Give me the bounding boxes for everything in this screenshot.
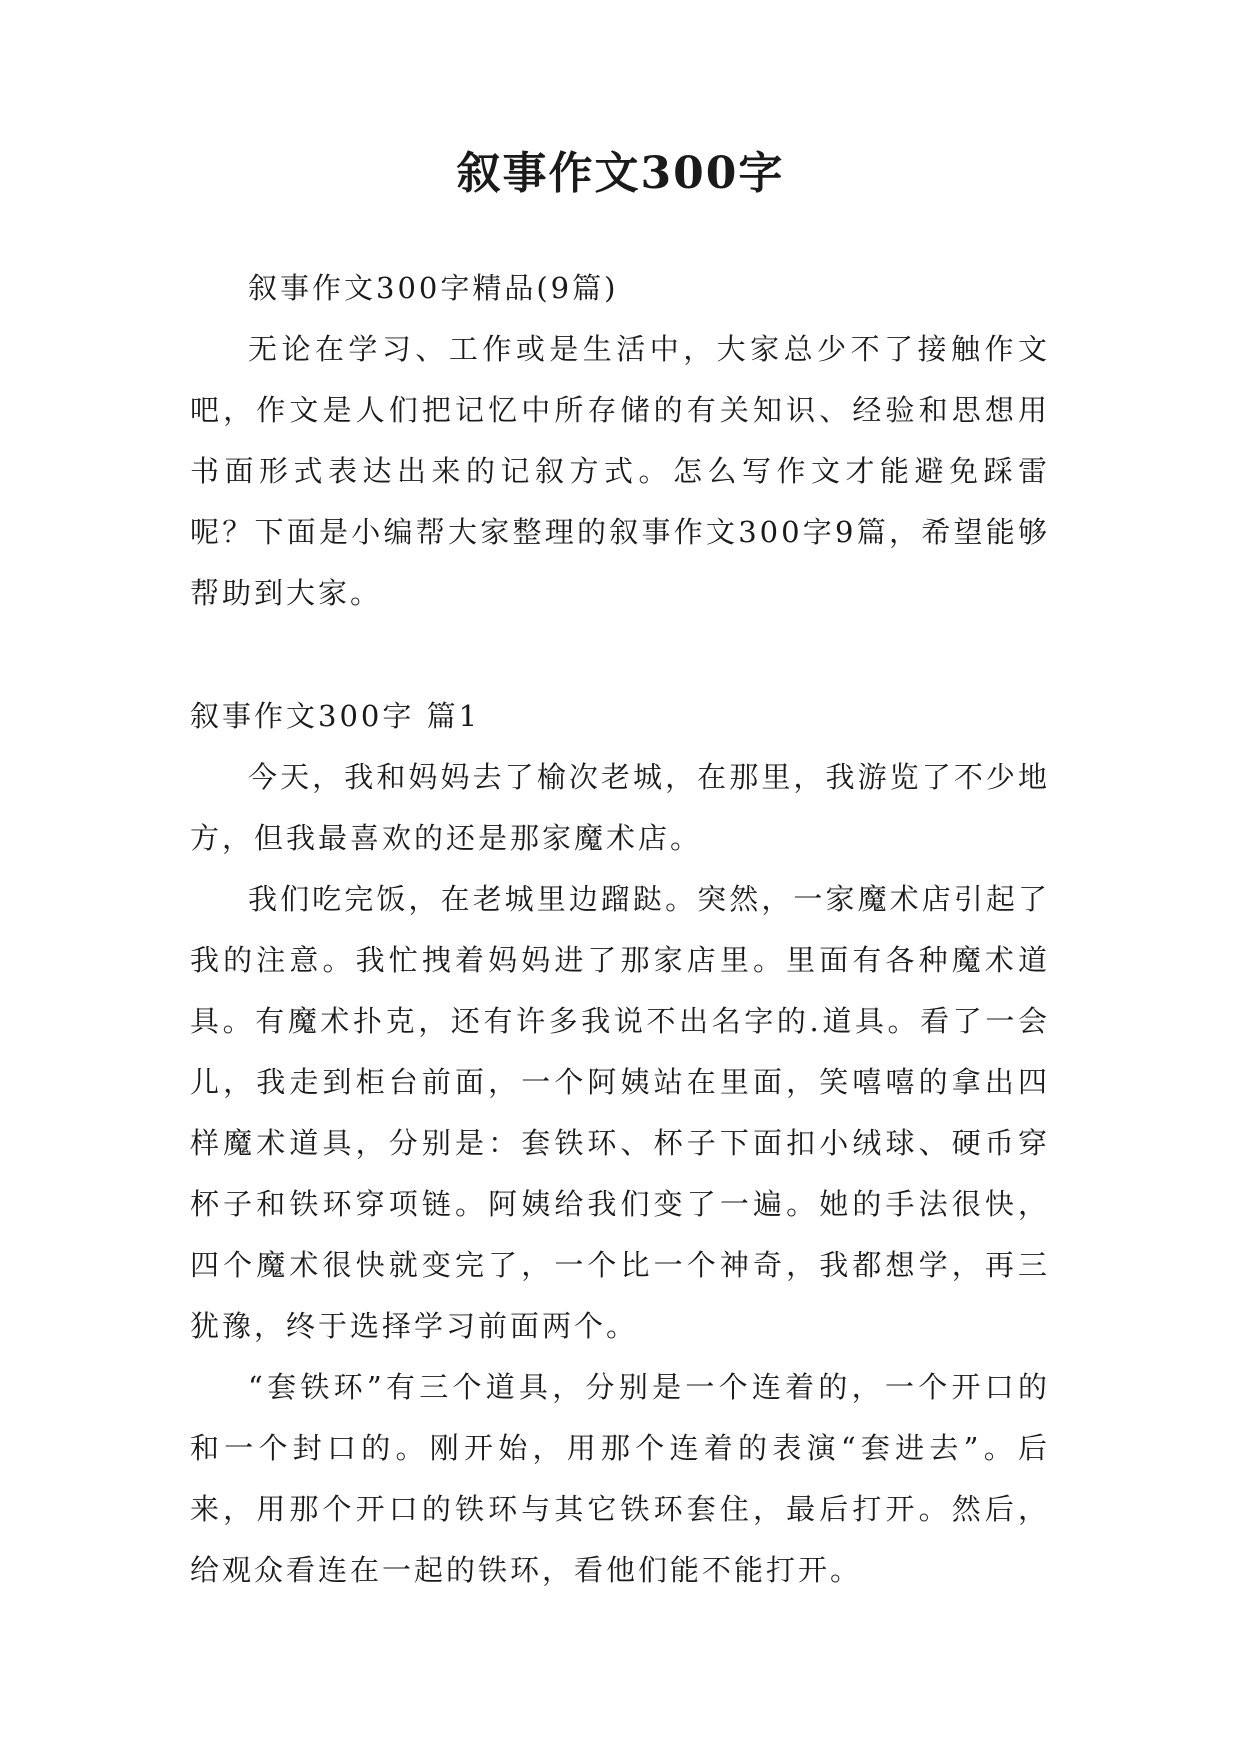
section-paragraph-1: 今天，我和妈妈去了榆次老城，在那里，我游览了不少地方，但我最喜欢的还是那家魔术店。 [190,760,1050,855]
document-body [190,258,1050,1601]
section-heading: 叙事作文300字 篇1 [190,699,481,733]
section-paragraph-2: 我们吃完饭，在老城里边蹓跶。突然，一家魔术店引起了我的注意。我忙拽着妈妈进了那家店里。里面有各种魔术道具。有魔术扑克，还有许多我说不出名字的.道具。看了一会儿，我走到柜台前面，一个阿姨站在里面，笑嘻嘻的拿出四样魔术道具，分别是：套铁环、杯子下面扣小绒球、硬币穿杯子和铁环穿项链。阿姨给我们变了一遍。她的手法很快，四个魔术很快就变完了，一个比一个神奇，我都想学，再三犹豫，终于选择学习前面两个。 [190,882,1050,1343]
intro-paragraph: 无论在学习、工作或是生活中，大家总少不了接触作文吧，作文是人们把记忆中所存储的有关知识、经验和思想用书面形式表达出来的记叙方式。怎么写作文才能避免踩雷呢？下面是小编帮大家整理的叙事作文300字9篇，希望能够帮助到大家。 [190,332,1050,610]
section-paragraph-3: “套铁环”有三个道具，分别是一个连着的，一个开口的和一个封口的。刚开始，用那个连着的表演“套进去”。后来，用那个开口的铁环与其它铁环套住，最后打开。然后，给观众看连在一起的铁环，看他们能不能打开。 [190,1370,1050,1587]
document-subtitle: 叙事作文300字精品(9篇) [248,271,619,305]
document-title: 叙事作文300字 [456,148,785,199]
